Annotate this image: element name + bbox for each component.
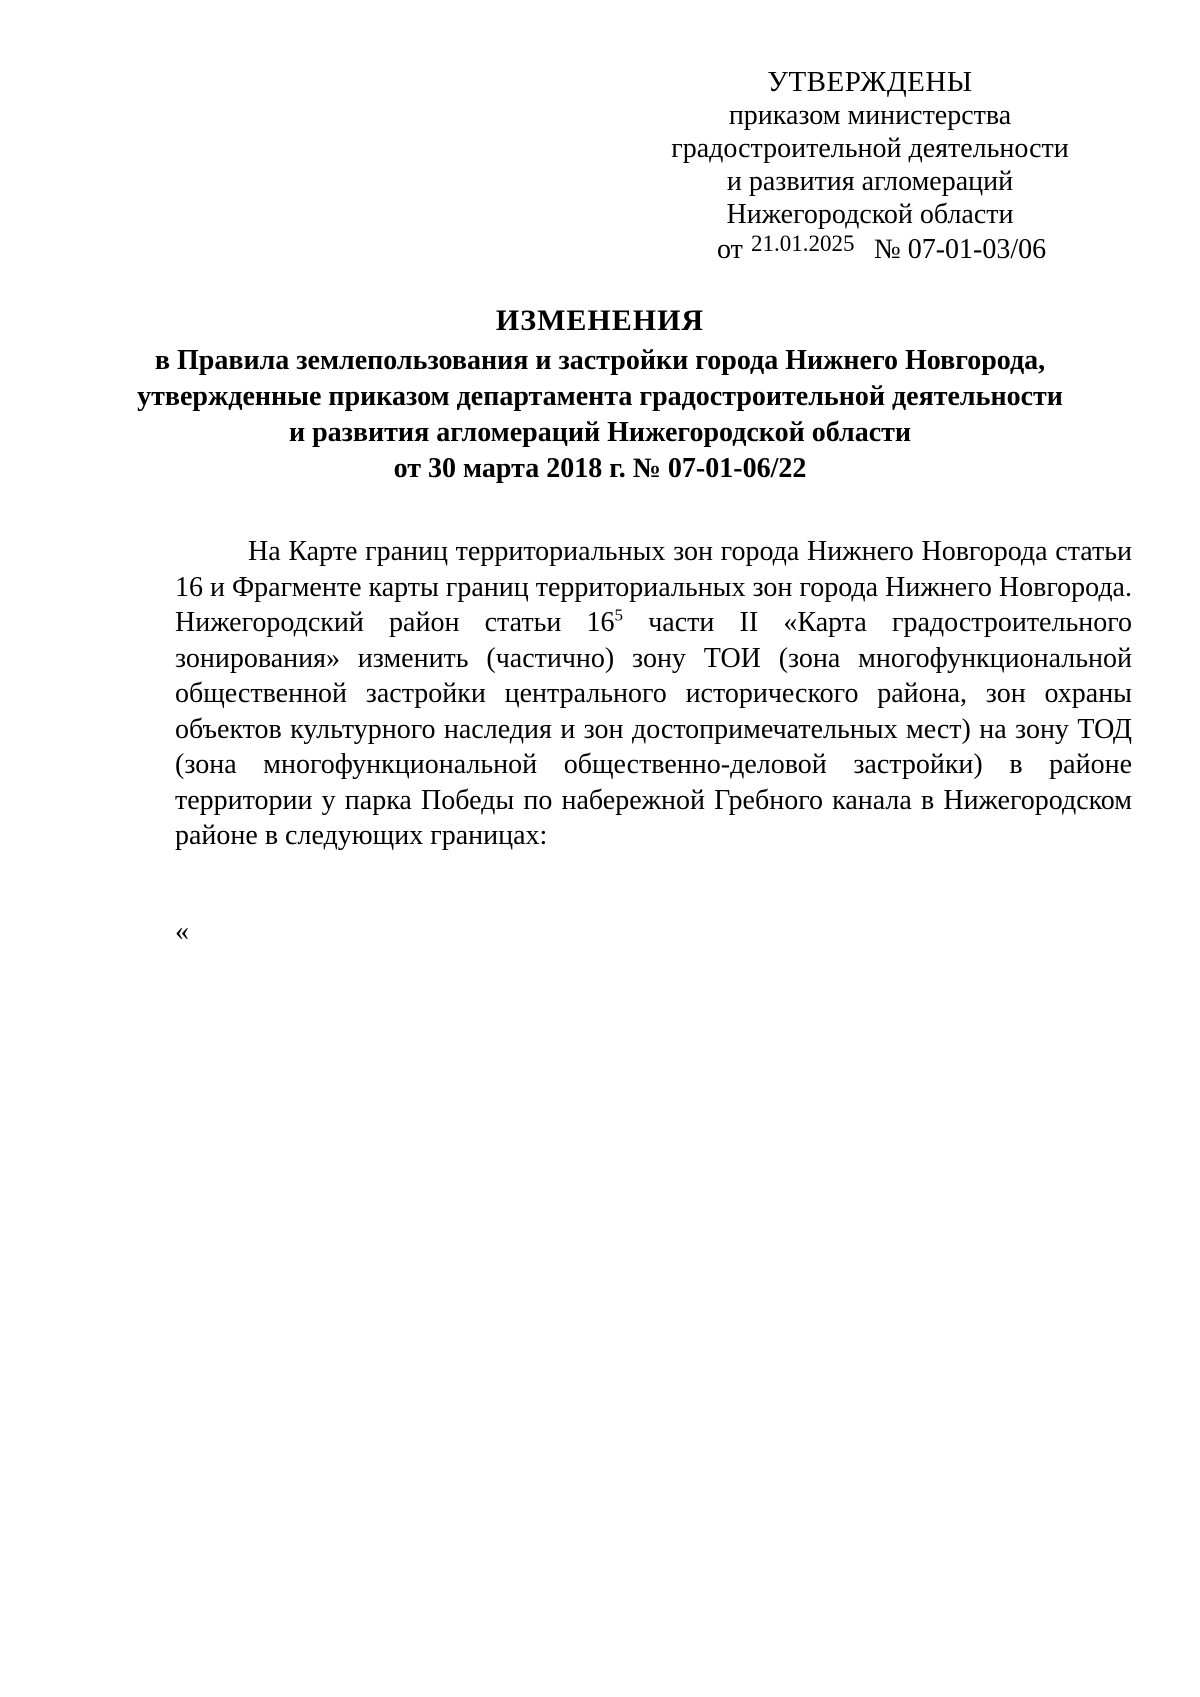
paragraph-part-1: На Карте границ территориальных зон города Нижнего Новгорода статьи 16 и Фрагменте карты границ территориальных зон города Нижнего Новгорода. Нижегородский район статьи 16 — [175, 536, 1132, 638]
date-prefix: от — [717, 234, 743, 265]
title-main: ИЗМЕНЕНИЯ — [495, 304, 705, 337]
title-line-3: и развития агломераций Нижегородской области — [288, 417, 912, 448]
title-line-2: утвержденные приказом департамента градостроительной деятельности — [137, 381, 1063, 412]
approval-line-3: и развития агломераций — [726, 166, 1014, 197]
approval-line-4: Нижегородской области — [726, 199, 1014, 230]
paragraph-text — [175, 534, 1132, 854]
approval-date-line — [640, 231, 1100, 267]
opening-quote-mark: « — [175, 916, 189, 947]
article-superscript: 5 — [614, 605, 624, 625]
approval-heading: УТВЕРЖДЕНЫ — [767, 66, 973, 98]
approval-date: 21.01.2025 — [751, 231, 855, 256]
approval-line-2: градостроительной деятельности — [671, 133, 1069, 164]
body-paragraph — [175, 534, 1132, 854]
approval-number: № 07-01-03/06 — [874, 234, 1047, 265]
title-line-1: в Правила землепользования и застройки города Нижнего Новгорода, — [154, 345, 1046, 376]
paragraph-part-2: части II «Карта градостроительного зонирования» изменить (частично) зону ТОИ (зона многофункциональной общественной застройки центрального исторического района, зон охраны объектов культурного наследия и зон достопримечательных мест) на зону ТОД (зона многофункциональной общественно-деловой застройки) в районе территории у парка Победы по набережной Гребного канала в Нижегородском районе в следующих границах: — [175, 607, 1132, 851]
document-title — [100, 303, 1100, 487]
approval-line-1: приказом министерства — [728, 100, 1012, 131]
approval-block — [640, 66, 1100, 267]
title-line-4: от 30 марта 2018 г. № 07-01-06/22 — [393, 453, 807, 484]
